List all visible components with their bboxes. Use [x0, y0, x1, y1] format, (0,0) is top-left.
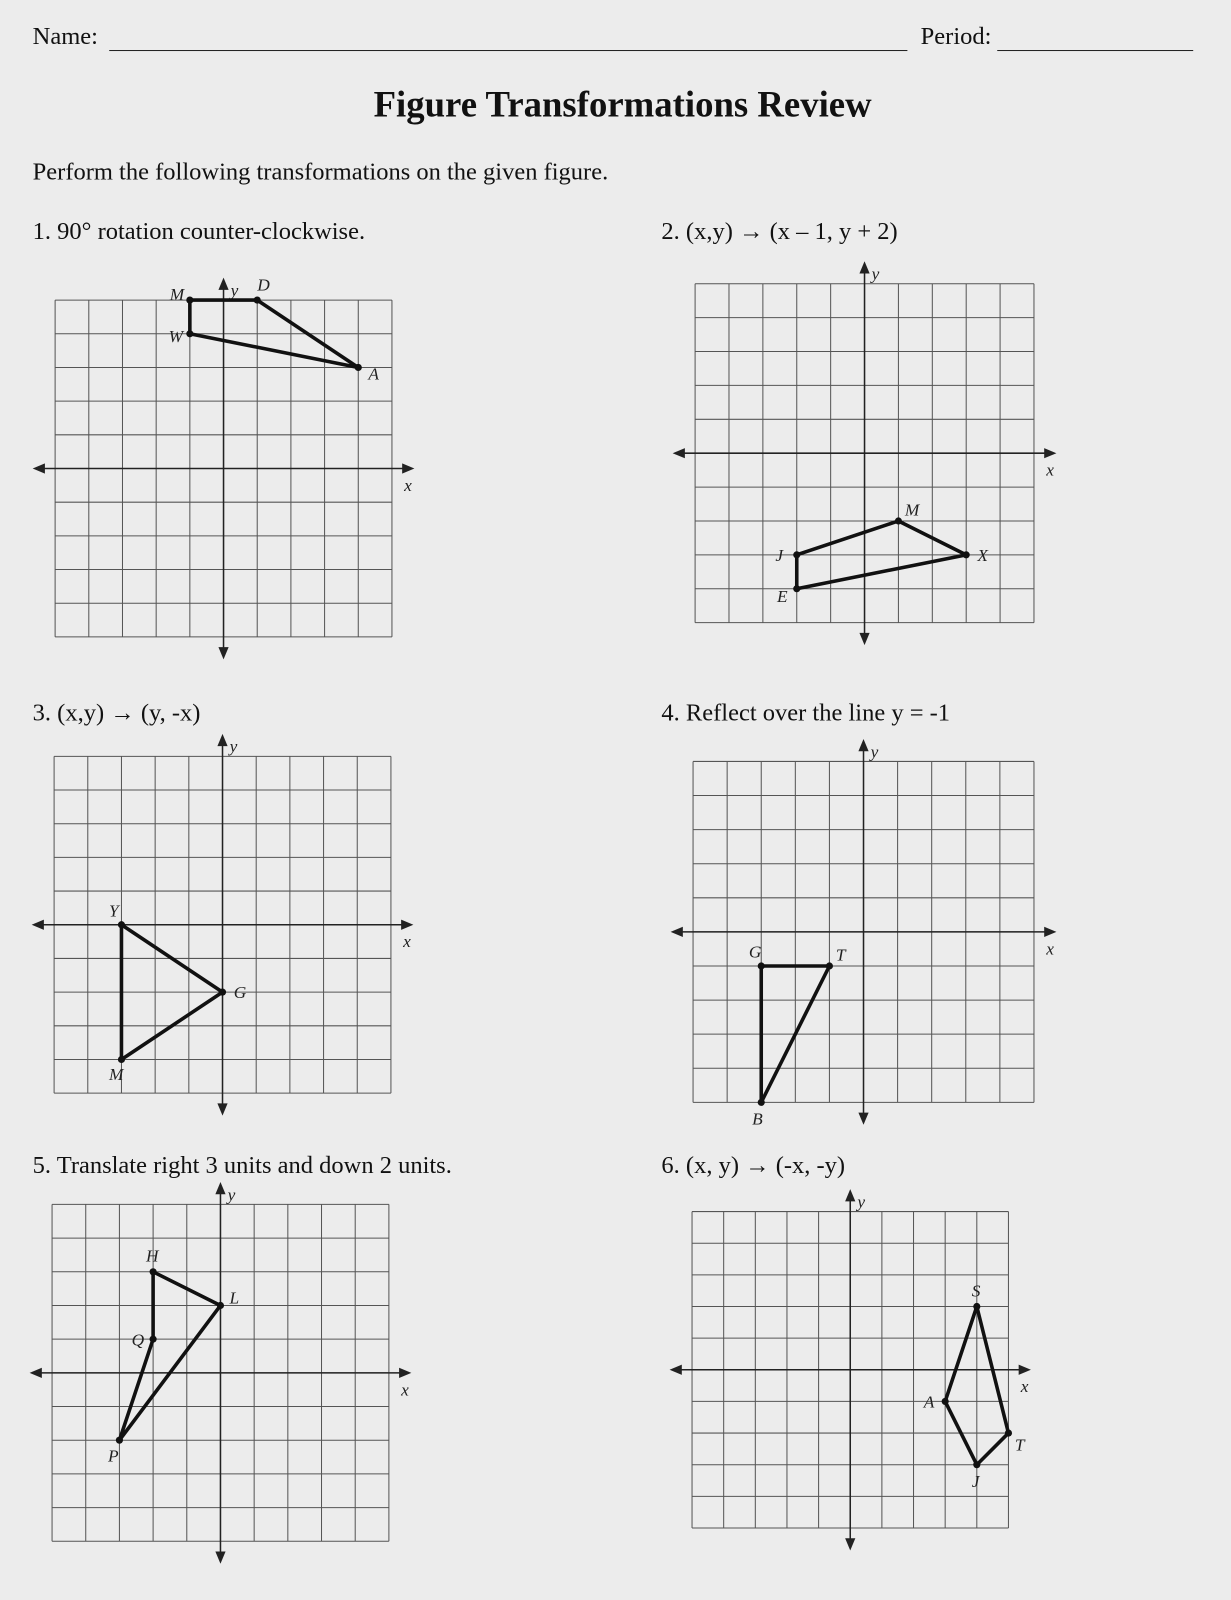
problem-3-label: 3. (x,y) → (y, -x) — [32, 700, 201, 727]
vertex-label: W — [168, 327, 184, 347]
vertex-point — [186, 297, 193, 304]
period-label: Period: — [920, 23, 992, 51]
arrow-right-icon — [1044, 927, 1056, 937]
x-axis-label: x — [404, 475, 412, 495]
vertex-point — [150, 1268, 157, 1275]
problem-4-grid — [662, 731, 1064, 1133]
vertex-label: L — [229, 1288, 240, 1308]
problem-4-label: 4. Reflect over the line y = -1 — [661, 700, 951, 727]
vertex-point — [118, 921, 125, 928]
arrow-up-icon — [218, 278, 228, 290]
x-axis-label: x — [401, 1380, 409, 1400]
y-axis-label: y — [871, 264, 880, 284]
vertex-point — [254, 297, 261, 304]
vertex-label: H — [145, 1246, 159, 1266]
y-axis-label: y — [857, 1192, 866, 1212]
vertex-point — [793, 551, 800, 558]
vertex-label: M — [109, 1065, 124, 1085]
arrow-down-icon — [859, 633, 869, 645]
problem-2-grid — [664, 253, 1064, 653]
vertex-point — [758, 1099, 765, 1106]
vertex-label: P — [108, 1446, 119, 1466]
arrow-left-icon — [670, 1365, 682, 1375]
vertex-point — [1005, 1429, 1012, 1436]
problem-6-grid — [661, 1181, 1039, 1559]
vertex-point — [826, 962, 833, 969]
arrow-up-icon — [858, 739, 868, 751]
problem-1-label: 1. 90° rotation counter-clockwise. — [32, 218, 366, 245]
y-axis-label: y — [230, 281, 239, 301]
vertex-label: G — [748, 942, 762, 962]
arrow-up-icon — [215, 1182, 225, 1194]
arrow-down-icon — [845, 1538, 855, 1550]
vertex-point — [355, 364, 362, 371]
period-field[interactable] — [997, 50, 1193, 51]
arrow-down-icon — [217, 1103, 227, 1115]
vertex-label: S — [971, 1281, 981, 1301]
vertex-label: X — [977, 545, 989, 565]
problem-1-grid — [24, 269, 422, 667]
vertex-point — [758, 962, 765, 969]
arrow-right-icon — [1019, 1365, 1031, 1375]
vertex-point — [973, 1461, 980, 1468]
instructions: Perform the following transformations on the given figure. — [32, 159, 609, 186]
vertex-label: A — [923, 1392, 935, 1412]
arrow-down-icon — [218, 647, 228, 659]
x-axis-label: x — [1046, 939, 1054, 959]
arrow-up-icon — [859, 261, 869, 273]
arrow-right-icon — [399, 1368, 411, 1378]
arrow-right-icon — [1044, 448, 1056, 458]
vertex-label: D — [257, 275, 270, 295]
vertex-point — [150, 1336, 157, 1343]
y-axis-label: y — [229, 737, 238, 757]
y-axis-label: y — [227, 1185, 236, 1205]
vertex-label: A — [368, 364, 380, 384]
arrow-left-icon — [32, 920, 44, 930]
vertex-point — [942, 1398, 949, 1405]
vertex-label: B — [752, 1109, 763, 1129]
vertex-label: Y — [109, 901, 119, 921]
arrow-left-icon — [33, 463, 45, 473]
page-title: Figure Transformations Review — [373, 83, 872, 125]
arrow-up-icon — [217, 734, 227, 746]
vertex-label: M — [169, 284, 185, 304]
vertex-label: J — [971, 1472, 980, 1492]
vertex-point — [186, 330, 193, 337]
vertex-label: T — [835, 945, 846, 965]
problem-2-label: 2. (x,y) → (x – 1, y + 2) — [661, 218, 898, 245]
arrow-up-icon — [845, 1189, 855, 1201]
vertex-point — [116, 1437, 123, 1444]
problem-3-grid — [23, 726, 421, 1124]
x-axis-label: x — [403, 932, 411, 952]
arrow-left-icon — [671, 927, 683, 937]
name-label: Name: — [32, 23, 98, 51]
arrow-right-icon — [401, 920, 413, 930]
vertex-point — [219, 989, 226, 996]
vertex-point — [118, 1056, 125, 1063]
problem-5-label: 5. Translate right 3 units and down 2 units. — [32, 1152, 452, 1179]
vertex-label: M — [904, 500, 920, 520]
vertex-point — [217, 1302, 224, 1309]
x-axis-label: x — [1020, 1377, 1029, 1397]
arrow-right-icon — [402, 463, 414, 473]
vertex-point — [973, 1303, 980, 1310]
arrow-left-icon — [673, 448, 685, 458]
figure-polygon — [119, 1272, 220, 1440]
vertex-label: J — [775, 545, 784, 565]
vertex-point — [963, 551, 970, 558]
y-axis-label: y — [870, 742, 879, 762]
problem-6-label: 6. (x, y) → (-x, -y) — [661, 1152, 846, 1179]
name-field[interactable] — [109, 50, 907, 51]
vertex-label: E — [777, 587, 788, 607]
problem-5-grid — [21, 1174, 419, 1572]
vertex-label: T — [1014, 1435, 1025, 1455]
vertex-point — [793, 585, 800, 592]
arrow-down-icon — [858, 1113, 868, 1125]
arrow-down-icon — [215, 1551, 225, 1563]
x-axis-label: x — [1046, 460, 1054, 480]
arrow-left-icon — [30, 1368, 42, 1378]
vertex-point — [895, 517, 902, 524]
vertex-label: Q — [131, 1330, 145, 1350]
vertex-label: G — [233, 983, 247, 1003]
